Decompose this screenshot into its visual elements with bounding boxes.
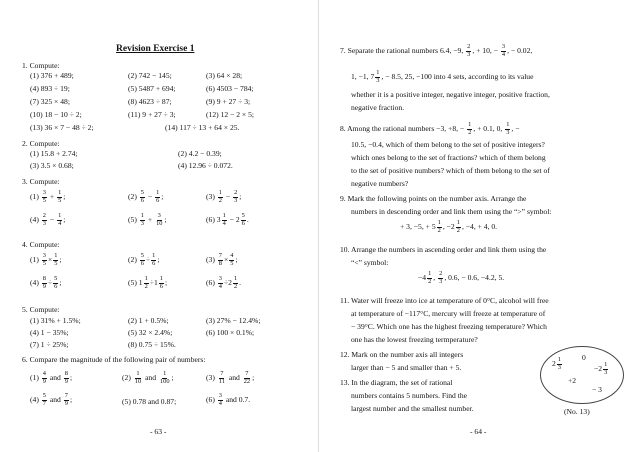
q5-item: (5) 32 × 2.4%; <box>128 328 173 337</box>
q5-item: (7) 1 ÷ 25%; <box>30 340 69 349</box>
q6-item: (5) 0.78 and 0.87; <box>122 397 177 406</box>
set-element: +2 <box>568 376 577 385</box>
q8-line: negative numbers? <box>351 179 409 188</box>
q4-item: (3) $\frac{7}{8}$ × $\frac{4}{5}$ ; <box>206 252 238 267</box>
q5-item: (4) 1 − 35%; <box>30 328 69 337</box>
q1-item: (5) 5487 + 694; <box>128 84 176 93</box>
q9-line: numbers in descending order and link them using the “>” symbol: <box>351 207 552 216</box>
q4-item: (2) $\frac{5}{6}$ ÷ $\frac{1}{6}$ ; <box>128 252 160 267</box>
q7-line: 7. Separate the rational numbers 6.4, −9, $\frac{2}{3}$ , + 10, − $\frac{3}{4}$ , − 0.02, <box>340 43 533 58</box>
q8-line: to the set of positive numbers? which of them belong to the set of <box>351 166 550 175</box>
q12-line: larger than − 5 and smaller than + 5. <box>351 363 462 372</box>
q4-item: (1) $\frac{3}{5}$ × $\frac{1}{5}$ ; <box>30 252 62 267</box>
q5-item: (2) 1 + 0.5%; <box>128 316 169 325</box>
q3-item: (5) $\frac{1}{3}$ + $\frac{3}{10}$ ; <box>128 212 167 227</box>
q1-item: (11) 9 + 27 ÷ 3; <box>128 110 176 119</box>
q11-line: − 39°C. Which one has the highest freezing temperature? Which <box>351 322 547 331</box>
q1-item: (13) 36 × 7 − 48 ÷ 2; <box>30 123 94 132</box>
q3-label: 3. Compute: <box>22 177 60 186</box>
q6-item: (6) $\frac{3}{4}$ and 0.7. <box>206 392 251 407</box>
diagram-caption: (No. 13) <box>564 407 590 416</box>
q6-item: (4) $\frac{5}{7}$ and $\frac{7}{9}$ ; <box>30 392 73 407</box>
q7-line: whether it is a positive integer, negative integer, positive fraction, <box>351 90 550 99</box>
set-element: −2 $\frac{1}{3}$ <box>594 361 608 376</box>
q3-item: (1) $\frac{3}{5}$ + $\frac{1}{5}$ ; <box>30 189 66 204</box>
q1-item: (9) 9 + 27 ÷ 3; <box>206 97 251 106</box>
q8-line: 10.5, −0.4, which of them belong to the set of positive integers? <box>351 140 545 149</box>
q2-item: (1) 15.8 + 2.74; <box>30 149 78 158</box>
q5-item: (8) 0.75 ÷ 15%. <box>128 340 176 349</box>
q3-item: (2) $\frac{5}{6}$ − $\frac{1}{6}$ ; <box>128 189 164 204</box>
q6-item: (3) $\frac{7}{11}$ and $\frac{7}{22}$ ; <box>206 370 255 385</box>
q4-item: (4) $\frac{8}{9}$ ÷ $\frac{5}{6}$ ; <box>30 275 62 290</box>
q3-item: (4) $\frac{2}{3}$ − $\frac{1}{4}$ ; <box>30 212 66 227</box>
set-element: 0 <box>582 353 586 362</box>
q3-item: (3) $\frac{1}{2}$ − $\frac{2}{3}$ ; <box>206 189 242 204</box>
q13-line: largest number and the smallest number. <box>351 404 474 413</box>
q6-item: (1) $\frac{4}{9}$ and $\frac{8}{9}$ ; <box>30 370 73 385</box>
q2-item: (4) 12.96 ÷ 0.072. <box>178 161 233 170</box>
q5-item: (6) 100 × 0.1%; <box>206 328 255 337</box>
q2-item: (2) 4.2 − 0.39; <box>178 149 222 158</box>
page-title: Revision Exercise 1 <box>116 44 195 54</box>
set-element: 2 $\frac{1}{3}$ <box>552 356 561 371</box>
q1-item: (14) 117 ÷ 13 + 64 × 25. <box>165 123 240 132</box>
q8-line: 8. Among the rational numbers −3, +8, − $\frac{1}{2}$ , + 0.1, 0, $\frac{1}{3}$ , − <box>340 121 520 136</box>
set-element: − 3 <box>592 385 602 394</box>
page-number: - 64 - <box>470 427 487 436</box>
q5-item: (1) 31% + 1.5%; <box>30 316 81 325</box>
page-gutter <box>318 0 319 452</box>
q1-item: (1) 376 + 489; <box>30 71 74 80</box>
q4-item: (5) 1 $\frac{1}{2}$ ÷1 $\frac{1}{6}$ ; <box>128 275 168 290</box>
q11-line: at temperature of −117°C, mercury will freeze at temperature of <box>351 309 546 318</box>
q1-item: (8) 4623 ÷ 87; <box>128 97 172 106</box>
q9-line: 9. Mark the following points on the number axis. Arrange the <box>340 194 527 203</box>
q9-line: + 3, −5, + 5 $\frac{1}{2}$ , −2 $\frac{1}{2}$ , −4, + 4, 0. <box>400 219 498 234</box>
q2-label: 2. Compute: <box>22 139 60 148</box>
q1-item: (10) 18 − 10 ÷ 2; <box>30 110 82 119</box>
q1-item: (6) 4503 − 784; <box>206 84 254 93</box>
q7-line: 1, −1, 7 $\frac{1}{3}$ , − 8.5, 25, −100 into 4 sets, according to its value <box>351 69 534 84</box>
q4-item: (6) $\frac{3}{4}$ ÷2 $\frac{1}{2}$ . <box>206 275 242 290</box>
page-number: - 63 - <box>150 427 167 436</box>
q4-label: 4. Compute: <box>22 240 60 249</box>
q5-item: (3) 27% − 12.4%; <box>206 316 261 325</box>
q10-line: −4 $\frac{1}{2}$ , $\frac{2}{3}$ , 0.6, − 0.6, −4.2, 5. <box>418 270 505 285</box>
q1-item: (3) 64 × 28; <box>206 71 243 80</box>
q1-item: (12) 12 − 2 × 5; <box>206 110 255 119</box>
q10-line: 10. Arrange the numbers in ascending order and link them using the <box>340 245 547 254</box>
q11-line: one has the lowest freezing termperature? <box>351 335 478 344</box>
q2-item: (3) 3.5 × 0.68; <box>30 161 74 170</box>
q6-item: (2) $\frac{1}{10}$ and $\frac{1}{100}$ ; <box>122 370 174 385</box>
q13-line: numbers contains 5 numbers. Find the <box>351 391 468 400</box>
q1-item: (2) 742 − 145; <box>128 71 172 80</box>
q1-label: 1. Compute: <box>22 61 60 70</box>
q1-item: (7) 325 × 48; <box>30 97 70 106</box>
q3-item: (6) 3 $\frac{1}{4}$ − 2 $\frac{5}{6}$ . <box>206 212 249 227</box>
q13-line: 13. In the diagram, the set of rational <box>340 378 453 387</box>
q5-label: 5. Compute: <box>22 305 60 314</box>
q12-line: 12. Mark on the number axis all integers <box>340 350 464 359</box>
q1-item: (4) 893 ÷ 19; <box>30 84 70 93</box>
q8-line: which ones belong to the set of fractions? which of them belong <box>351 153 546 162</box>
q11-line: 11. Water will freeze into ice at temperature of 0°C, alcohol will free <box>340 296 549 305</box>
q7-line: negative fraction. <box>351 103 405 112</box>
q6-label: 6. Compare the magnitude of the following pair of numbers: <box>22 355 206 364</box>
q10-line: “<” symbol: <box>351 258 389 267</box>
